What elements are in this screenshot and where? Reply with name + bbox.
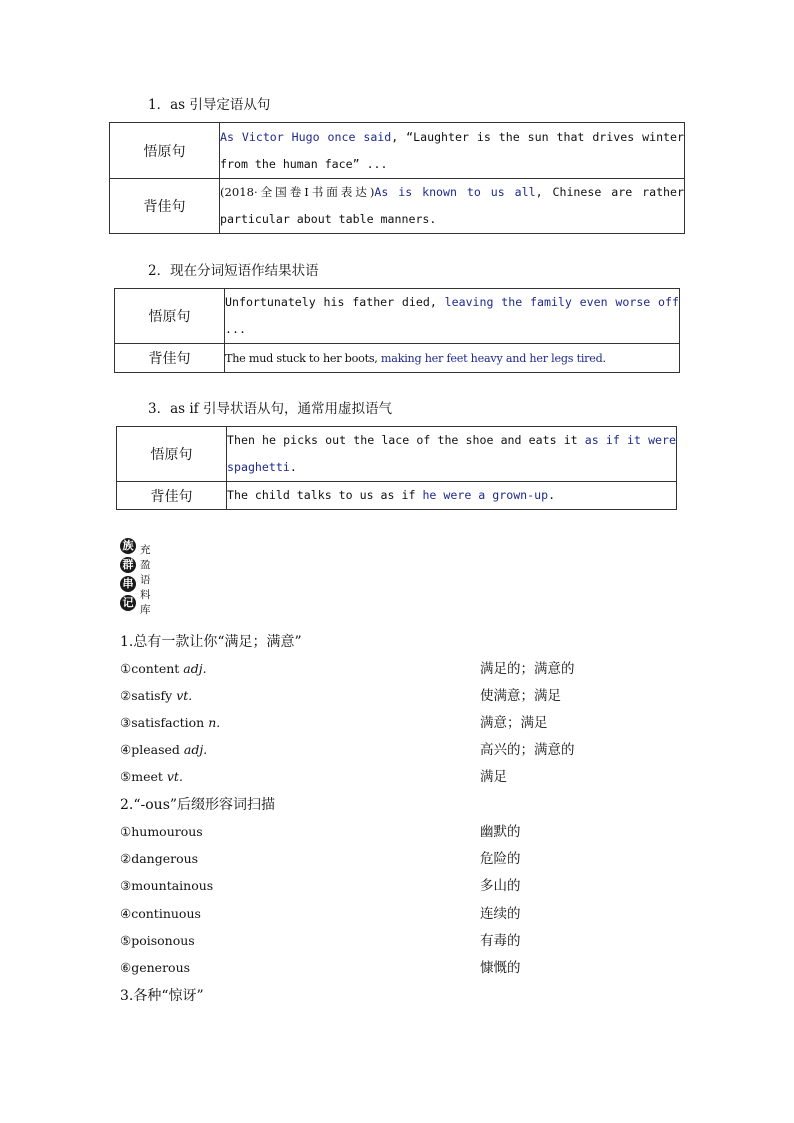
original-label: 悟原句	[110, 123, 220, 179]
vocab-word: ①humourous	[120, 824, 203, 839]
list-item	[120, 741, 680, 759]
table-row	[115, 344, 680, 373]
list-item	[120, 823, 680, 841]
vocab-word: ③mountainous	[120, 878, 214, 893]
original-sentence	[220, 123, 685, 179]
table-row	[117, 427, 677, 482]
vocab-meaning: 使满意；满足	[480, 688, 561, 704]
group-title-3: 3.各种“惊讶”	[120, 988, 204, 1004]
highlight-phrase: As Victor Hugo once said	[220, 129, 392, 144]
highlight-phrase: leaving the family even worse off	[444, 295, 680, 309]
vocab-word: ⑥generous	[120, 960, 191, 975]
corpus-badge	[120, 538, 168, 624]
vocab-word: ①content adj.	[120, 661, 207, 676]
list-item	[120, 959, 680, 977]
section-heading-1: 1．as 引导定语从句	[148, 97, 271, 113]
list-item	[120, 714, 680, 732]
badge-side-char: 库	[140, 604, 151, 616]
imitation-sentence	[227, 482, 677, 510]
highlight-phrase: as if it were spaghetti	[227, 433, 676, 474]
vocab-meaning: 满足的；满意的	[480, 661, 575, 677]
vocab-word: ⑤meet vt.	[120, 769, 183, 784]
table-row	[110, 123, 685, 179]
vocab-word: ⑤poisonous	[120, 933, 195, 948]
badge-side-char: 盈	[140, 559, 151, 571]
imitation-sentence	[225, 344, 680, 373]
vocab-meaning: 多山的	[480, 878, 521, 894]
imitation-label: 背佳句	[110, 179, 220, 234]
original-sentence	[227, 427, 677, 482]
section-heading-3: 3．as if 引导状语从句，通常用虚拟语气	[148, 401, 392, 417]
highlight-phrase: making her feet heavy and her legs tired	[380, 351, 603, 365]
section-heading-2: 2．现在分词短语作结果状语	[148, 263, 319, 279]
list-item	[120, 905, 680, 923]
sentence-text: Then he picks out the lace of the shoe and eats it	[227, 433, 585, 447]
highlight-phrase: As is known to us all	[374, 185, 536, 199]
badge-side-char: 料	[140, 589, 151, 601]
vocab-word: ③satisfaction n.	[120, 715, 221, 730]
vocab-meaning: 危险的	[480, 851, 521, 867]
imitation-label: 背佳句	[117, 482, 227, 510]
list-item	[120, 850, 680, 868]
list-item	[120, 877, 680, 895]
sentence-text: .	[602, 351, 606, 365]
badge-circle-char: 串	[120, 576, 136, 592]
comparison-table-3	[116, 426, 677, 510]
original-label: 悟原句	[117, 427, 227, 482]
imitation-label: 背佳句	[115, 344, 225, 373]
sentence-text: ...	[225, 322, 246, 336]
sentence-text: , “Laughter is the sun that drives winter from the human face” ...	[220, 129, 684, 171]
vocab-meaning: 连续的	[480, 906, 521, 922]
comparison-table-1	[109, 122, 685, 234]
badge-circle-char: 群	[120, 557, 136, 573]
vocab-meaning: 有毒的	[480, 933, 521, 949]
vocab-word: ②dangerous	[120, 851, 199, 866]
group-title-1: 1.总有一款让你“满足；满意”	[120, 634, 302, 650]
highlight-phrase: he were a grown-up	[422, 488, 549, 502]
sentence-text: .	[289, 460, 297, 474]
sentence-text: The mud stuck to her boots,	[225, 351, 381, 365]
list-item	[120, 687, 680, 705]
vocab-meaning: 幽默的	[480, 824, 521, 840]
badge-side-char: 语	[140, 574, 151, 586]
vocab-meaning: 高兴的；满意的	[480, 742, 575, 758]
sentence-text: , Chinese are rather particular about table manners.	[220, 185, 684, 226]
vocab-word: ④pleased adj.	[120, 742, 208, 757]
badge-circle-char: 族	[120, 538, 136, 554]
vocab-word: ②satisfy vt.	[120, 688, 193, 703]
vocab-meaning: 慷慨的	[480, 960, 521, 976]
vocab-meaning: 满意；满足	[480, 715, 548, 731]
table-row	[115, 289, 680, 344]
source-note: (2018·全国卷Ⅰ书面表达)	[220, 185, 375, 199]
comparison-table-2	[114, 288, 680, 373]
list-item	[120, 768, 680, 786]
vocab-meaning: 满足	[480, 769, 507, 785]
table-row	[117, 482, 677, 510]
list-item	[120, 660, 680, 678]
sentence-text: Unfortunately his father died,	[225, 295, 445, 309]
vocab-word: ④continuous	[120, 906, 201, 921]
sentence-text: The child talks to us as if	[227, 488, 423, 502]
original-label: 悟原句	[115, 289, 225, 344]
imitation-sentence	[220, 179, 685, 234]
table-row	[110, 179, 685, 234]
group-title-2: 2.“-ous”后缀形容词扫描	[120, 797, 276, 813]
sentence-text: .	[548, 488, 556, 502]
original-sentence	[225, 289, 680, 344]
badge-circle-char: 记	[120, 595, 136, 611]
badge-side-char: 充	[140, 544, 151, 556]
list-item	[120, 932, 680, 950]
